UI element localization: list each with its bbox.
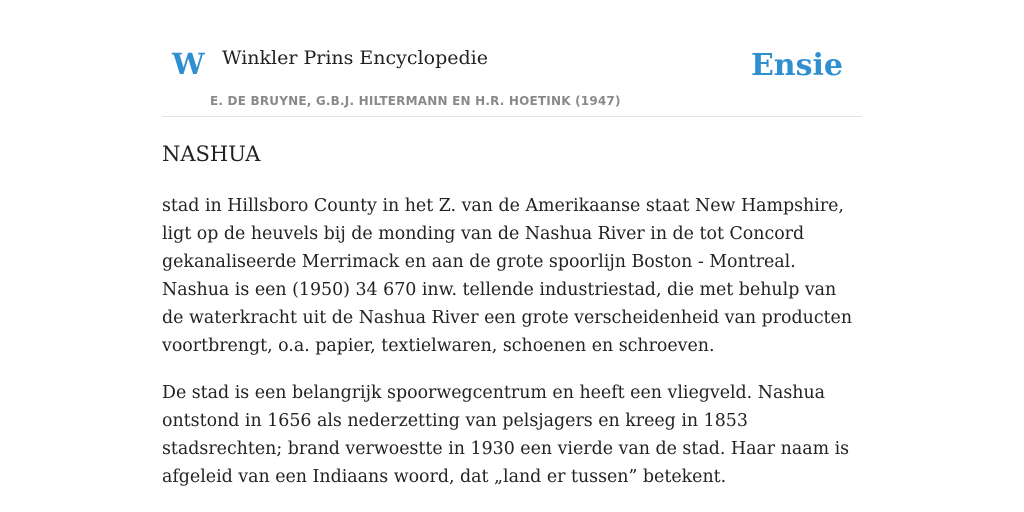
entry-paragraph: De stad is een belangrijk spoorwegcentrum en heeft een vliegveld. Nashua ontstond in 1656 als nederzetting van pelsjagers en kreeg in 1853 stadsrechten; brand verwoestte in 1930 een vierde van de stad. Haar naam is afgeleid van een Indiaans woord, dat „land er tussen” betekent. bbox=[162, 383, 850, 487]
ensie-logo[interactable]: Ensie bbox=[750, 48, 843, 83]
winkler-prins-logo-icon[interactable]: W bbox=[172, 47, 205, 81]
entry-paragraph: stad in Hillsboro County in het Z. van de Amerikaanse staat New Hampshire, ligt op de heuvels bij de monding van de Nashua River in de tot Concord gekanaliseerde Merrimack en aan de grote spoorlijn Boston - Montreal. Nashua is een (1950) 34 670 inw. tellende industriestad, die met behulp van de waterkracht uit de Nashua River een grote verscheidenheid van producten voortbrengt, o.a. papier, textielwaren, schoenen en schroeven. bbox=[162, 196, 853, 356]
page bbox=[162, 0, 862, 487]
entry-body bbox=[162, 192, 862, 510]
header bbox=[162, 0, 862, 117]
book-title[interactable]: Winkler Prins Encyclopedie bbox=[222, 47, 488, 69]
book-authors: E. DE BRUYNE, G.B.J. HILTERMANN EN H.R. HOETINK (1947) bbox=[210, 94, 621, 108]
entry-headword: NASHUA bbox=[162, 142, 261, 166]
